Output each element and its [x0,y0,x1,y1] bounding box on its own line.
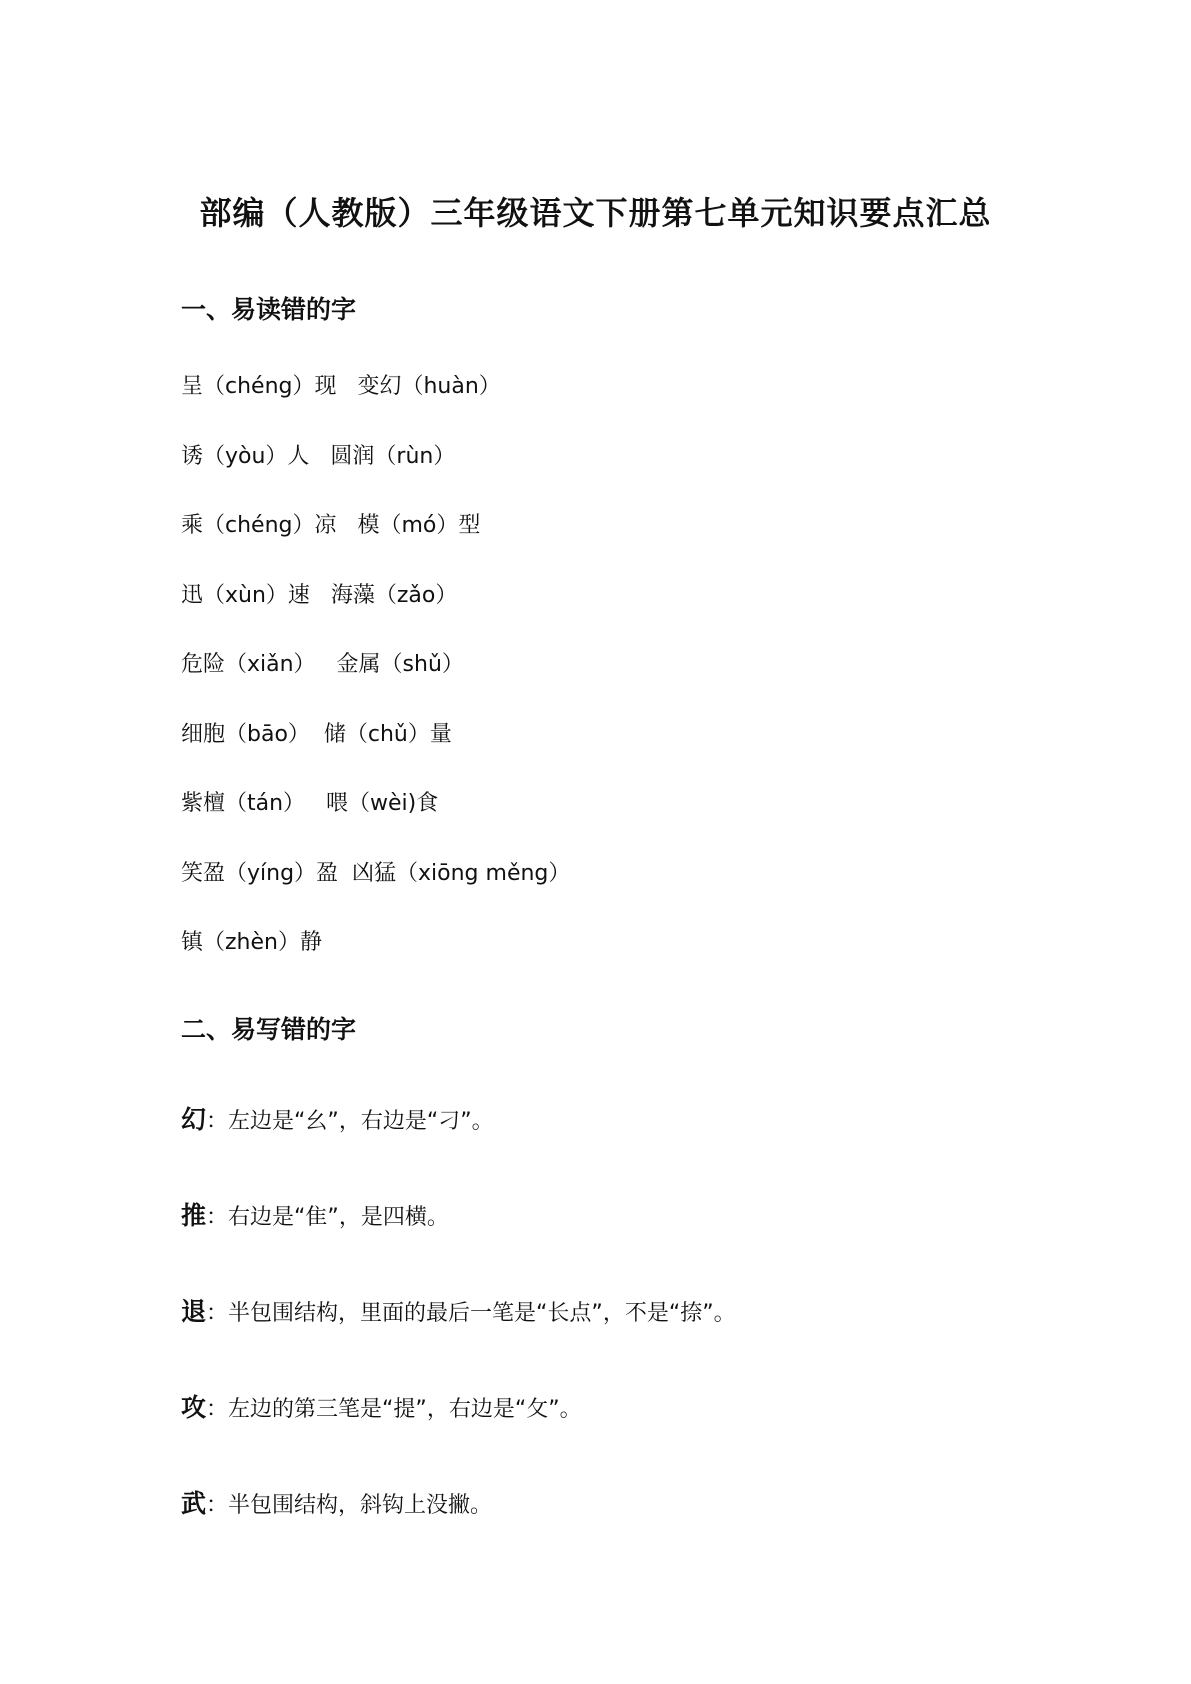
section-heading-writing: 二、易写错的字 [181,1015,357,1044]
colon: ： [206,1397,229,1422]
list-item [181,1104,736,1200]
colon: ： [206,1493,229,1518]
writing-note: 半包围结构，斜钩上没撇。 [228,1493,493,1518]
list-item: 笑盈（yíng）盈 凶猛（xiōng měng） [181,860,571,886]
writing-note: 半包围结构，里面的最后一笔是“长点”，不是“捺”。 [228,1301,736,1326]
writing-note: 左边的第三笔是“提”，右边是“攵”。 [228,1397,582,1422]
list-item: 乘（chéng）凉 模（mó）型 [181,513,481,538]
target-character: 幻 [181,1105,207,1134]
list-item: 镇（zhèn）静 [181,930,322,955]
list-item [181,1296,736,1392]
section-heading-reading: 一、易读错的字 [181,295,357,324]
list-item [181,1488,736,1584]
colon: ： [206,1301,229,1326]
list-item [181,1392,736,1488]
writing-note: 右边是“隹”，是四横。 [228,1205,449,1230]
colon: ： [206,1205,229,1230]
colon: ： [206,1109,229,1134]
target-character: 攻 [181,1393,207,1422]
list-item [181,1200,736,1296]
reading-word-list [181,372,570,998]
list-item: 细胞（bāo） 储（chǔ）量 [181,721,452,747]
list-item: 呈（chéng）现 变幻（huàn） [181,374,501,399]
target-character: 武 [181,1489,207,1518]
document-title: 部编（人教版）三年级语文下册第七单元知识要点汇总 [199,194,992,232]
list-item: 危险（xiǎn） 金属（shǔ） [181,652,464,677]
list-item: 迅（xùn）速 海藻（zǎo） [181,582,458,608]
list-item: 诱（yòu）人 圆润（rùn） [181,443,456,469]
writing-char-list [181,1104,736,1584]
writing-note: 左边是“幺”，右边是“刁”。 [228,1109,494,1134]
list-item: 紫檀（tán） 喂（wèi)食 [181,791,439,816]
target-character: 退 [181,1297,207,1326]
target-character: 推 [181,1201,207,1230]
